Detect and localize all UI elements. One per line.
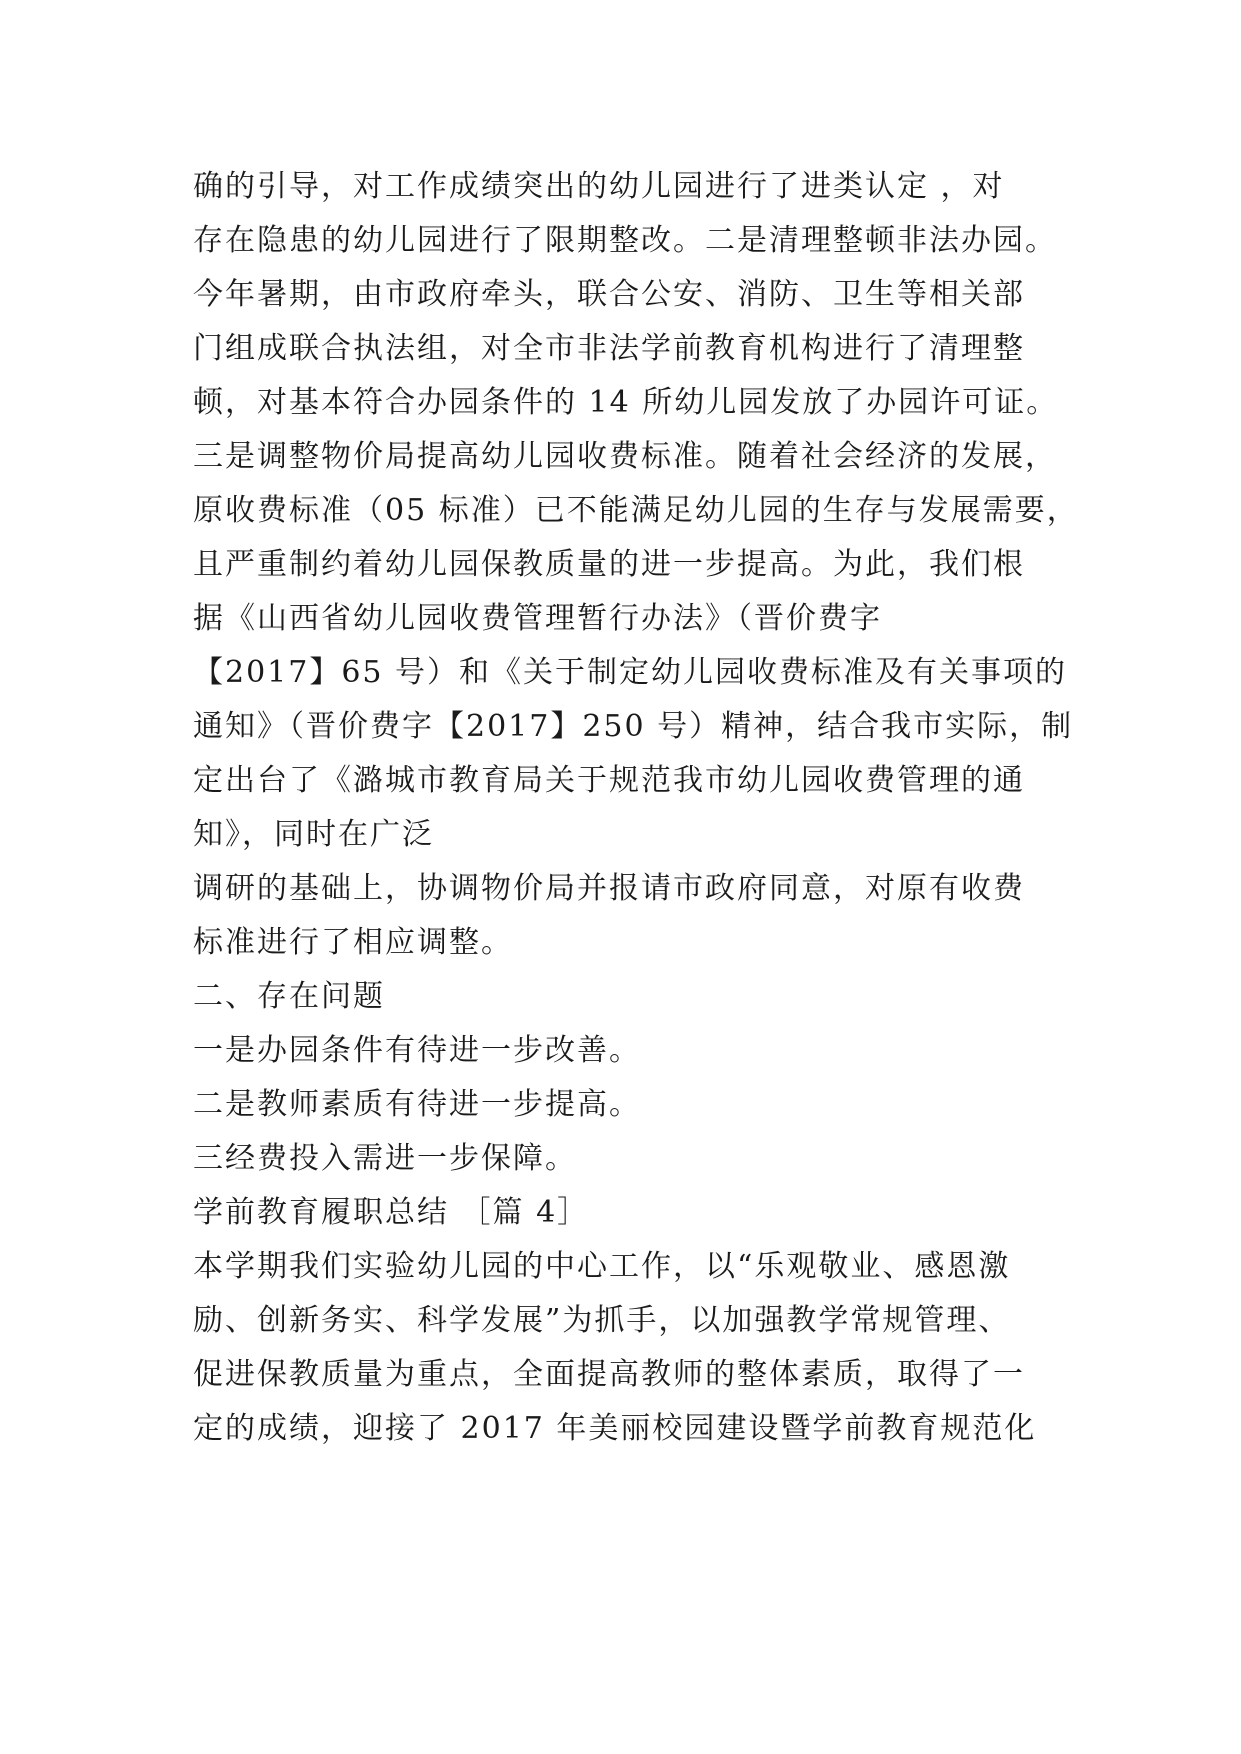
text-line: 确的引导，对工作成绩突出的幼儿园进行了进类认定 ，对 xyxy=(193,169,1005,204)
text-line: 二是教师素质有待进一步提高。 xyxy=(193,1087,641,1122)
text-line: 门组成联合执法组，对全市非法学前教育机构进行了清理整 xyxy=(193,331,1025,366)
text-line: 励、创新务实、科学发展”为抓手，以加强教学常规管理、 xyxy=(193,1303,1011,1338)
text-line: 通知》（晋价费字【2017】250 号）精神，结合我市实际，制 xyxy=(193,709,1074,744)
text-line: 本学期我们实验幼儿园的中心工作，以“乐观敬业、感恩激 xyxy=(193,1249,1011,1284)
text-line: 定的成绩，迎接了 2017 年美丽校园建设暨学前教育规范化 xyxy=(193,1411,1037,1446)
text-line: 且严重制约着幼儿园保教质量的进一步提高。为此，我们根 xyxy=(193,547,1025,582)
text-line: 顿，对基本符合办园条件的 14 所幼儿园发放了办园许可证。 xyxy=(193,385,1059,420)
text-line: 今年暑期，由市政府牵头，联合公安、消防、卫生等相关部 xyxy=(193,277,1025,312)
section-heading: 学前教育履职总结 ［篇 4］ xyxy=(193,1195,590,1230)
text-line: 三经费投入需进一步保障。 xyxy=(193,1141,577,1176)
text-line: 原收费标准（05 标准）已不能满足幼儿园的生存与发展需要， xyxy=(193,493,1079,528)
text-line: 【2017】65 号）和《关于制定幼儿园收费标准及有关事项的 xyxy=(193,655,1068,690)
text-line: 标准进行了相应调整。 xyxy=(193,925,513,960)
text-line: 定出台了《潞城市教育局关于规范我市幼儿园收费管理的通 xyxy=(193,763,1025,798)
text-line: 促进保教质量为重点，全面提高教师的整体素质，取得了一 xyxy=(193,1357,1025,1392)
text-line: 知》，同时在广泛 xyxy=(193,817,434,852)
text-line: 三是调整物价局提高幼儿园收费标准。随着社会经济的发展， xyxy=(193,439,1057,474)
section-heading: 二、存在问题 xyxy=(193,979,385,1014)
text-line: 存在隐患的幼儿园进行了限期整改。二是清理整顿非法办园。 xyxy=(193,223,1057,258)
text-line: 调研的基础上，协调物价局并报请市政府同意，对原有收费 xyxy=(193,871,1025,906)
text-line: 一是办园条件有待进一步改善。 xyxy=(193,1033,641,1068)
text-line: 据《山西省幼儿园收费管理暂行办法》（晋价费字 xyxy=(193,601,882,636)
